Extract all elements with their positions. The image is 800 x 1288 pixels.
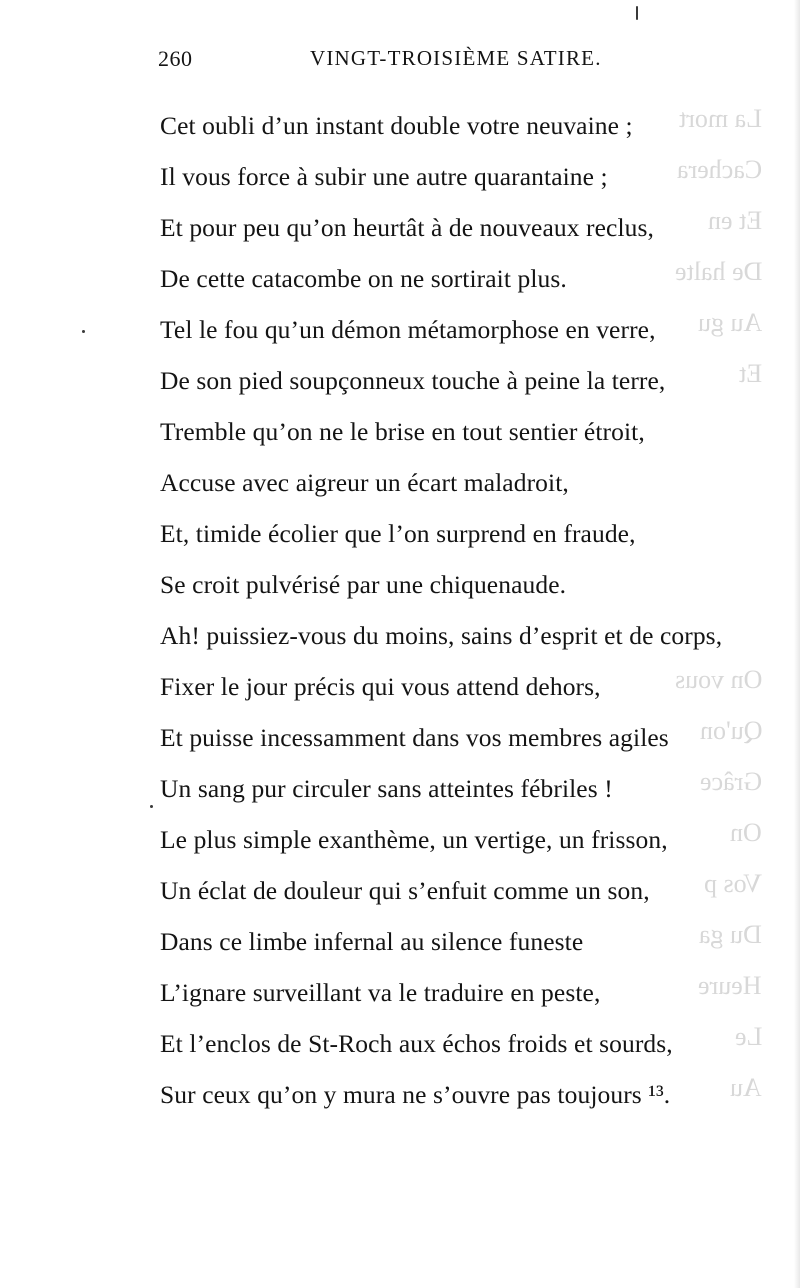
verse-line: Cet oubli d’un instant double votre neuvaine ; [160,111,633,140]
verse-line: Dans ce limbe infernal au silence funeste [160,927,584,956]
verse-line: Le plus simple exanthème, un vertige, un frisson, [160,825,668,854]
verse-line: Tel le fou qu’un démon métamorphose en verre, [160,315,656,344]
verse-line: Et l’enclos de St-Roch aux échos froids et sourds, [160,1029,673,1058]
ink-speck [150,805,153,808]
page-header [158,46,728,80]
running-title: VINGT-TROISIÈME SATIRE. [310,46,602,70]
poem-verses [160,100,770,1120]
verse-line: Et, timide écolier que l’on surprend en fraude, [160,519,636,548]
verse-line: Accuse avec aigreur un écart maladroit, [160,468,569,497]
verse-line: Sur ceux qu’on y mura ne s’ouvre pas toujours ¹³. [160,1080,671,1109]
verse-line: L’ignare surveillant va le traduire en peste, [160,978,601,1007]
verse-line: De cette catacombe on ne sortirait plus. [160,264,567,293]
verse-line: De son pied soupçonneux touche à peine la terre, [160,366,666,395]
verse-line: Fixer le jour précis qui vous attend dehors, [160,672,601,701]
verse-line: Et puisse incessamment dans vos membres agiles [160,723,669,752]
ink-speck [636,6,638,20]
verse-line: Un sang pur circuler sans atteintes fébriles ! [160,774,613,803]
verse-line: Se croit pulvérisé par une chiquenaude. [160,570,567,599]
verse-line: Un éclat de douleur qui s’enfuit comme un son, [160,876,650,905]
verse-line: Et pour peu qu’on heurtât à de nouveaux reclus, [160,213,654,242]
verse-line: Il vous force à subir une autre quarantaine ; [160,162,608,191]
verse-line: Ah! puissiez-vous du moins, sains d’esprit et de corps, [160,621,723,650]
page-gutter-shadow [794,0,800,1288]
page-number: 260 [158,46,193,71]
show-through-text: La mort Cachera Et en De halte Au gu Et On vous Qu'on Grâce On Vos p Du ga Heure Le Au [674,104,762,1102]
ink-speck [82,330,85,333]
verse-line: Tremble qu’on ne le brise en tout sentier étroit, [160,417,645,446]
